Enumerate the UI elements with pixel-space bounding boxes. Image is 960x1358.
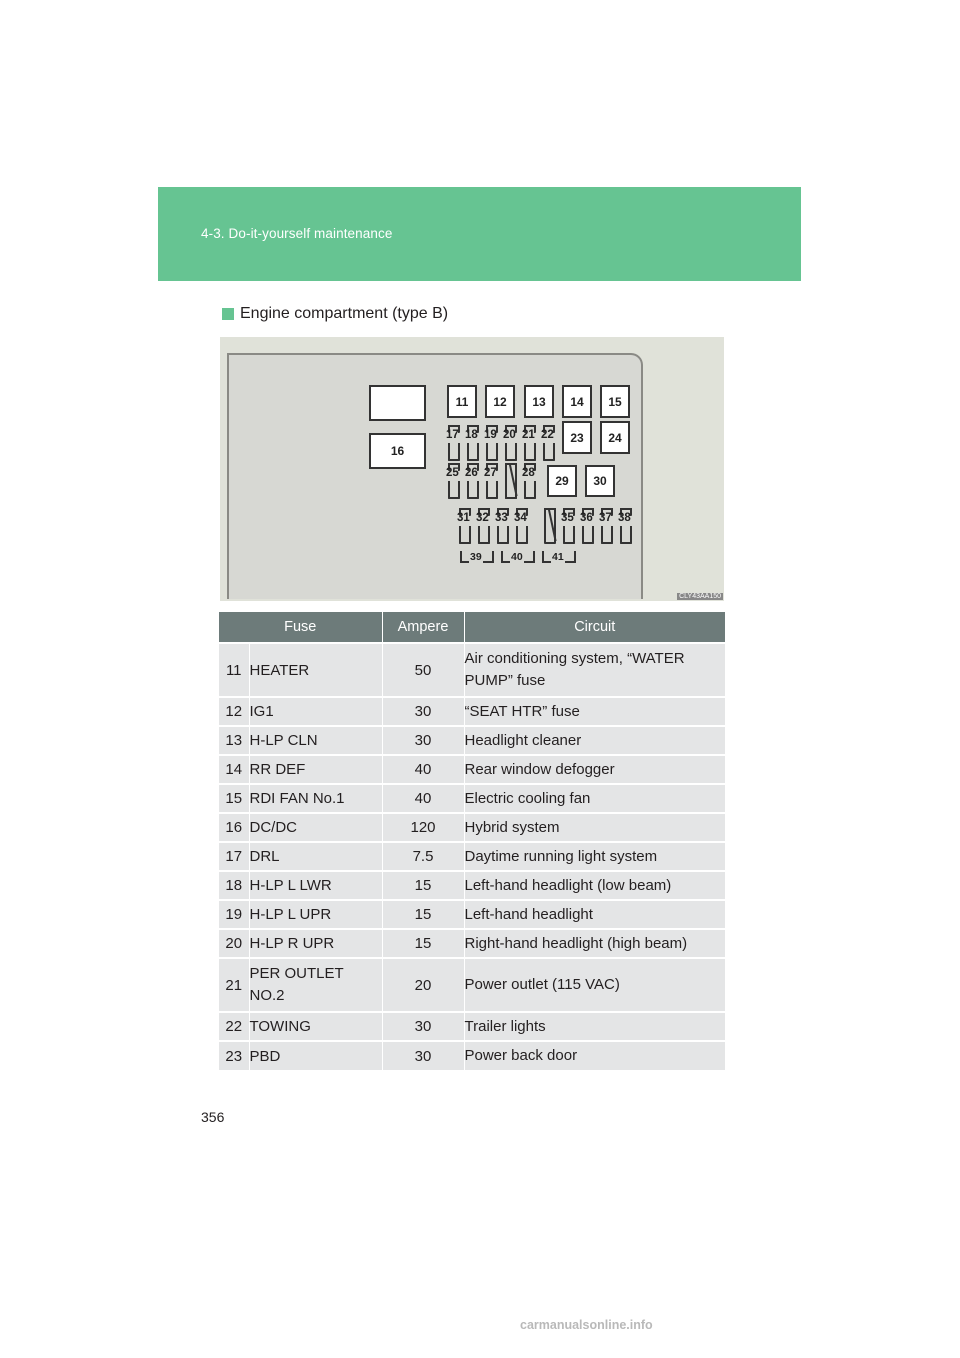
fuse-number: 15 [219,784,249,813]
mini-fuse-19-slot [486,443,498,461]
table-row [219,1012,725,1041]
fuse-circuit: Left-hand headlight [464,900,725,929]
fuse-circuit: Rear window defogger [464,755,725,784]
table-row [219,929,725,958]
fuse-number: 21 [219,958,249,1012]
fuse-29: 29 [547,465,577,497]
fuse-number: 19 [219,900,249,929]
table-row [219,755,725,784]
fuse-number: 23 [219,1041,249,1070]
mini-label-17: 17 [446,429,459,441]
fuse-ampere: 120 [382,813,464,842]
fuse-12: 12 [485,385,515,418]
mini-label-35: 35 [561,512,574,524]
mini-fuse-18-slot [467,443,479,461]
heading-bullet-icon [222,308,234,320]
fuse-number: 22 [219,1012,249,1041]
section-label: 4-3. Do-it-yourself maintenance [201,226,393,241]
blank-slot [369,385,426,421]
fuse-circuit: Electric cooling fan [464,784,725,813]
fuse-circuit: Right-hand headlight (high beam) [464,929,725,958]
mini-label-19: 19 [484,429,497,441]
table-row [219,1041,725,1070]
page-number: 356 [201,1109,225,1125]
mini-label-20: 20 [503,429,516,441]
mini-fuse-32-slot [478,526,490,544]
table-row [219,697,725,726]
fuse-23: 23 [562,421,592,454]
mini-label-18: 18 [465,429,478,441]
table-row [219,900,725,929]
cartridge-label-41: 41 [552,551,564,563]
fuse-name: PBD [249,1041,382,1070]
mini-fuse-34-slot [516,526,528,544]
fuse-14: 14 [562,385,592,418]
fuse-name: TOWING [249,1012,382,1041]
fuse-ampere: 7.5 [382,842,464,871]
mini-label-37: 37 [599,512,612,524]
fuse-table [219,612,725,1070]
fuse-number: 12 [219,697,249,726]
fuse-number: 11 [219,643,249,697]
fuse-number: 13 [219,726,249,755]
fuse-name: DC/DC [249,813,382,842]
mini-label-33: 33 [495,512,508,524]
mini-label-31: 31 [457,512,470,524]
fuse-ampere: 15 [382,871,464,900]
mini-label-38: 38 [618,512,631,524]
fuse-ampere: 30 [382,1012,464,1041]
fuse-ampere: 15 [382,929,464,958]
mini-fuse-28-slot [524,481,536,499]
fuse-circuit: Headlight cleaner [464,726,725,755]
diagram-code: CLY43AA150 [679,593,721,600]
fuse-30: 30 [585,465,615,497]
mini-fuse-36-slot [582,526,594,544]
fuse-name: H-LP L LWR [249,871,382,900]
fuse-name: IG1 [249,697,382,726]
fuse-name: DRL [249,842,382,871]
mini-label-28: 28 [522,467,535,479]
header-ampere: Ampere [382,612,464,643]
mini-label-25: 25 [446,467,459,479]
fuse-ampere: 15 [382,900,464,929]
table-row [219,643,725,697]
fuse-number: 20 [219,929,249,958]
fuse-24: 24 [600,421,630,454]
mini-fuse-17-slot [448,443,460,461]
mini-label-22: 22 [541,429,554,441]
table-row [219,726,725,755]
fuse-number: 17 [219,842,249,871]
header-fuse: Fuse [219,612,382,643]
fuse-16: 16 [369,433,426,469]
mini-fuse-37-slot [601,526,613,544]
mini-fuse-38-slot [620,526,632,544]
fuse-name: PER OUTLET NO.2 [249,958,382,1012]
table-row [219,958,725,1012]
table-row [219,784,725,813]
fuse-circuit: Left-hand headlight (low beam) [464,871,725,900]
fuse-name: H-LP R UPR [249,929,382,958]
fuse-name: RR DEF [249,755,382,784]
mini-fuse-33-slot [497,526,509,544]
section-heading [222,305,448,323]
mini-fuse-20-slot [505,443,517,461]
fuse-ampere: 30 [382,697,464,726]
mini-fuse-31-slot [459,526,471,544]
fuse-name: H-LP L UPR [249,900,382,929]
fuse-circuit: Daytime running light system [464,842,725,871]
table-row [219,813,725,842]
fuse-number: 14 [219,755,249,784]
fuse-15: 15 [600,385,630,418]
fuse-circuit: Power outlet (115 VAC) [464,958,725,1012]
fuse-ampere: 20 [382,958,464,1012]
fuse-circuit: Power back door [464,1041,725,1070]
mini-fuse-21-slot [524,443,536,461]
fuse-13: 13 [524,385,554,418]
fuse-circuit: Trailer lights [464,1012,725,1041]
heading-text: Engine compartment (type B) [240,305,449,322]
mini-label-34: 34 [514,512,527,524]
header-band [158,187,801,281]
mini-label-21: 21 [522,429,535,441]
fuse-circuit: “SEAT HTR” fuse [464,697,725,726]
mini-label-26: 26 [465,467,478,479]
table-row [219,842,725,871]
fuse-name: HEATER [249,643,382,697]
fuse-panel [227,353,643,599]
mini-label-27: 27 [484,467,497,479]
fuse-ampere: 50 [382,643,464,697]
fuse-11: 11 [447,385,477,418]
mini-fuse-35-slot [563,526,575,544]
mini-fuse-26-slot [467,481,479,499]
fuse-name: RDI FAN No.1 [249,784,382,813]
table-row [219,871,725,900]
fuse-ampere: 30 [382,726,464,755]
mini-fuse-27-slot [486,481,498,499]
fuse-ampere: 30 [382,1041,464,1070]
header-circuit: Circuit [464,612,725,643]
fuse-ampere: 40 [382,784,464,813]
fuse-box-diagram [220,337,724,601]
fuse-number: 18 [219,871,249,900]
mini-label-36: 36 [580,512,593,524]
mini-fuse-22-slot [543,443,555,461]
fuse-ampere: 40 [382,755,464,784]
fuse-name: H-LP CLN [249,726,382,755]
mini-label-32: 32 [476,512,489,524]
fuse-number: 16 [219,813,249,842]
mini-fuse-25-slot [448,481,460,499]
cartridge-label-39: 39 [470,551,482,563]
watermark: carmanualsonline.info [520,1318,653,1332]
table-header-row [219,612,725,643]
cartridge-label-40: 40 [511,551,523,563]
fuse-circuit: Hybrid system [464,813,725,842]
fuse-circuit: Air conditioning system, “WATER PUMP” fuse [464,643,725,697]
